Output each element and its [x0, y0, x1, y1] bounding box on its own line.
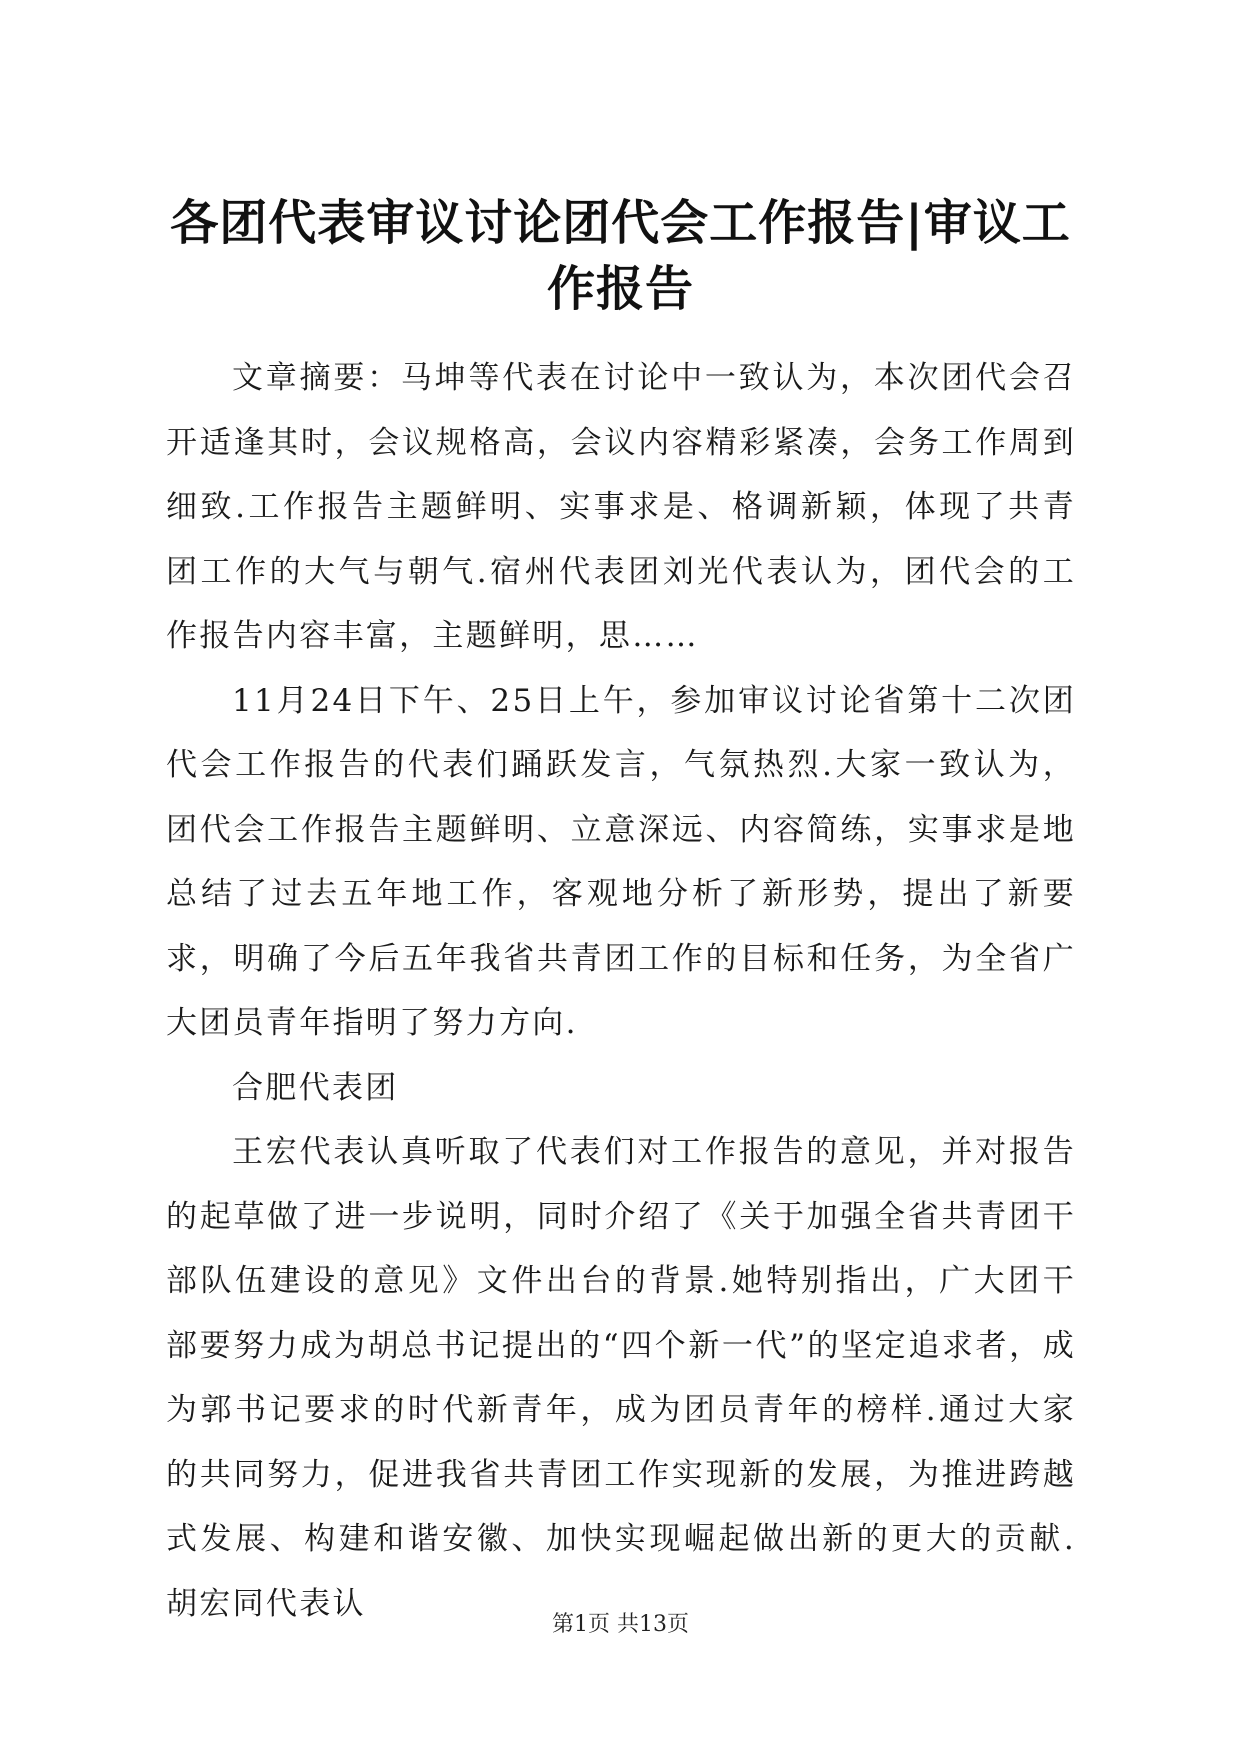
paragraph-abstract: 文章摘要：马坤等代表在讨论中一致认为，本次团代会召开适逢其时，会议规格高，会议内容精彩紧凑，会务工作周到细致.工作报告主题鲜明、实事求是、格调新颖，体现了共青团工作的大气与朝气.宿州代表团刘光代表认为，团代会的工作报告内容丰富，主题鲜明，思…… [166, 360, 1076, 654]
page-number-footer: 第1页 共13页 [552, 1612, 689, 1637]
document-title: 各团代表审议讨论团代会工作报告|审议工作报告 [170, 195, 1071, 317]
paragraph-intro: 11月24日下午、25日上午，参加审议讨论省第十二次团代会工作报告的代表们踊跃发言，气氛热烈.大家一致认为，团代会工作报告主题鲜明、立意深远、内容简练，实事求是地总结了过去五年地工作，客观地分析了新形势，提出了新要求，明确了今后五年我省共青团工作的目标和任务，为全省广大团员青年指明了努力方向. [166, 682, 1076, 1041]
paragraph-wanghong: 王宏代表认真听取了代表们对工作报告的意见，并对报告的起草做了进一步说明，同时介绍了《关于加强全省共青团干部队伍建设的意见》文件出台的背景.她特别指出，广大团干部要努力成为胡总书记提出的“四个新一代”的坚定追求者，成为郭书记要求的时代新青年，成为团员青年的榜样.通过大家的共同努力，促进我省共青团工作实现新的发展，为推进跨越式发展、构建和谐安徽、加快实现崛起做出新的更大的贡献.胡宏同代表认 [166, 1134, 1076, 1622]
section-heading-hefei: 合肥代表团 [232, 1069, 399, 1106]
document-body [166, 346, 1076, 1636]
